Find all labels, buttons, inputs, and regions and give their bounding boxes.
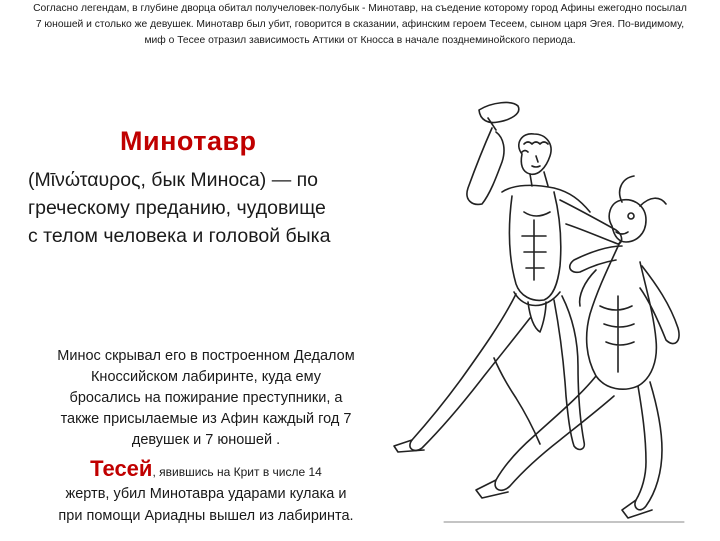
labyrinth-paragraph xyxy=(30,346,382,451)
legend-line-4: также присылаемые из Афин каждый год 7 xyxy=(60,411,352,427)
definition-line-2: греческому преданию, чудовище xyxy=(28,197,326,219)
theseus-minotaur-engraving-icon xyxy=(384,96,714,536)
theseus-paragraph xyxy=(30,458,382,527)
club-icon xyxy=(479,103,519,123)
theseus-line-1 xyxy=(30,458,382,483)
legend-line-1: Минос скрывал его в построенном Дедалом xyxy=(57,348,355,364)
definition-line-3: с телом человека и головой быка xyxy=(28,225,331,247)
intro-line-1: Согласно легендам, в глубине дворца обитал получеловек-полубык - Минотавр, на съедение которому город Афины ежегодно посылал xyxy=(33,3,687,14)
page-title: Минотавр xyxy=(120,126,257,156)
legend-line-3: бросались на пожирание преступники, а xyxy=(69,390,343,406)
theseus-name: Тесей xyxy=(90,456,153,481)
legend-line-5: девушек и 7 юношей . xyxy=(131,432,281,448)
theseus-line-1-rest: , явившись на Крит в числе 14 xyxy=(152,465,322,479)
definition-line-1: (Μῑνώταυρος, бык Миноса) — по xyxy=(28,169,319,191)
legend-line-2: Кноссийском лабиринте, куда ему xyxy=(90,369,321,385)
definition-paragraph xyxy=(28,166,373,250)
intro-paragraph xyxy=(0,1,720,49)
theseus-line-3: при помощи Ариадны вышел из лабиринта. xyxy=(58,508,354,524)
theseus-line-2: жертв, убил Минотавра ударами кулака и xyxy=(65,486,347,502)
intro-line-2: 7 юношей и столько же девушек. Минотавр был убит, говорится в сказании, афинским героем Тесеем, сыном царя Эгея. По-видимому, xyxy=(35,19,685,30)
intro-line-3: миф о Тесее отразил зависимость Аттики от Кносса в начале позднеминойского периода. xyxy=(144,35,576,46)
